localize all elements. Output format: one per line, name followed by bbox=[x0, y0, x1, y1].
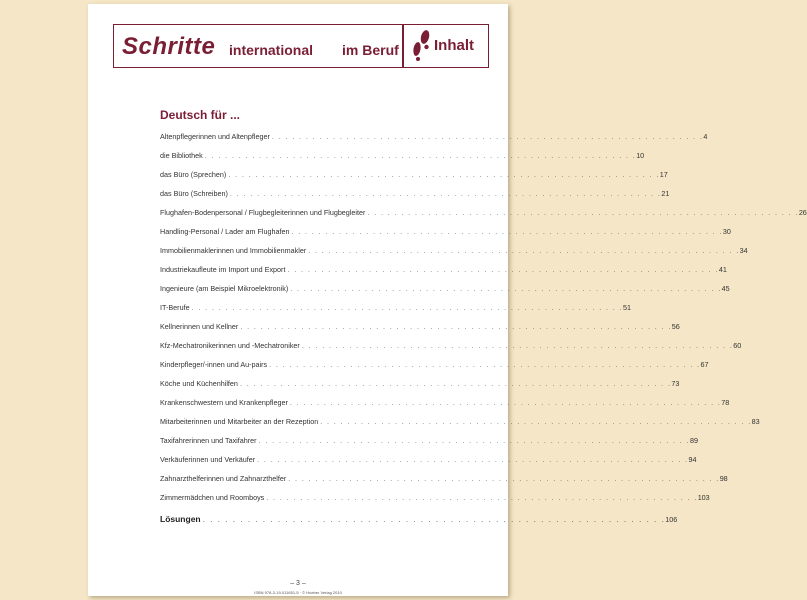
toc-page-number: 4 bbox=[703, 132, 708, 141]
toc-entry-title: das Büro (Sprechen) bbox=[160, 170, 227, 179]
toc-leader: . . . . . . . . . . . . . . . . . . . . . . . . . . . . . . . . . . . . . . . . . . . . . . . . . . . . . . . . . . . . . . . . bbox=[271, 132, 704, 141]
toc-page-number: 94 bbox=[688, 455, 697, 464]
table-of-contents bbox=[160, 132, 807, 512]
toc-entry-title: Handling-Personal / Lader am Flughafen bbox=[160, 227, 290, 236]
toc-leader: . . . . . . . . . . . . . . . . . . . . . . . . . . . . . . . . . . . . . . . . . . . . . . . . . . . . . . . . . . . . . . . . bbox=[229, 189, 662, 198]
toc-row[interactable] bbox=[160, 303, 631, 322]
brand-title: Schritte bbox=[122, 33, 216, 60]
toc-entry-title: die Bibliothek bbox=[160, 151, 203, 160]
toc-row[interactable] bbox=[160, 246, 748, 265]
brand-subtitle-2: im Beruf bbox=[342, 42, 399, 58]
toc-leader: . . . . . . . . . . . . . . . . . . . . . . . . . . . . . . . . . . . . . . . . . . . . . . . . . . . . . . . . . . . . . . . . bbox=[257, 455, 689, 464]
toc-row[interactable] bbox=[160, 379, 680, 398]
toc-leader: . . . . . . . . . . . . . . . . . . . . . . . . . . . . . . . . . . . . . . . . . . . . . . . . . . . . . . . . . . . . . . . . bbox=[308, 246, 740, 255]
toc-entry-title: Krankenschwestern und Krankenpfleger bbox=[160, 398, 288, 407]
toc-entry-title: Zahnarzthelferinnen und Zahnarzthelfer bbox=[160, 474, 287, 483]
toc-row[interactable] bbox=[160, 398, 730, 417]
isbn-line: ISBN 978-3-19-011651-5 · © Hueber Verlag 2010 bbox=[254, 590, 342, 595]
toc-page-number: 73 bbox=[671, 379, 680, 388]
toc-page-number: 78 bbox=[721, 398, 730, 407]
toc-entry-title: Altenpflegerinnen und Altenpfleger bbox=[160, 132, 270, 141]
toc-entry-title: Kinderpfleger/-innen und Au-pairs bbox=[160, 360, 268, 369]
section-label: Inhalt bbox=[434, 37, 474, 54]
toc-page-number: 21 bbox=[661, 189, 670, 198]
toc-row[interactable] bbox=[160, 436, 698, 455]
toc-leader: . . . . . . . . . . . . . . . . . . . . . . . . . . . . . . . . . . . . . . . . . . . . . . . . . . . . . . . . . . . . . . . . bbox=[228, 170, 660, 179]
toc-row[interactable] bbox=[160, 417, 760, 436]
toc-heading: Deutsch für ... bbox=[160, 108, 241, 122]
toc-row[interactable] bbox=[160, 474, 728, 493]
toc-row-solutions[interactable] bbox=[160, 514, 678, 524]
toc-row[interactable] bbox=[160, 322, 680, 341]
toc-page-number: 60 bbox=[733, 341, 742, 350]
header-box bbox=[113, 24, 489, 68]
toc-entry-title: Kfz-Mechatronikerinnen und -Mechatroniker bbox=[160, 341, 300, 350]
toc-row[interactable] bbox=[160, 360, 709, 379]
toc-leader: . . . . . . . . . . . . . . . . . . . . . . . . . . . . . . . . . . . . . . . . . . . . . . . . . . . . . . . . . . . . . . . . bbox=[301, 341, 734, 350]
toc-entry-title: Immobilienmaklerinnen und Immobilienmakler bbox=[160, 246, 307, 255]
toc-entry-title: Lösungen bbox=[160, 514, 201, 524]
toc-page-number: 89 bbox=[689, 436, 698, 445]
toc-row[interactable] bbox=[160, 265, 727, 284]
toc-row[interactable] bbox=[160, 132, 708, 151]
toc-entry-title: Taxifahrerinnen und Taxifahrer bbox=[160, 436, 257, 445]
toc-row[interactable] bbox=[160, 455, 697, 474]
toc-page-number: 83 bbox=[751, 417, 760, 426]
brand-subtitle: international bbox=[229, 42, 314, 58]
toc-page-number: 67 bbox=[700, 360, 709, 369]
toc-leader: . . . . . . . . . . . . . . . . . . . . . . . . . . . . . . . . . . . . . . . . . . . . . . . . . . . . . . . . . . . . . . . . bbox=[191, 303, 623, 312]
toc-leader: . . . . . . . . . . . . . . . . . . . . . . . . . . . . . . . . . . . . . . . . . . . . . . . . . . . . . . . . . . . . . . . . bbox=[367, 208, 799, 217]
toc-row[interactable] bbox=[160, 341, 742, 360]
toc-leader: . . . . . . . . . . . . . . . . . . . . . . . . . . . . . . . . . . . . . . . . . . . . . . . . . . . . . . . . . . . . . . . . bbox=[289, 398, 722, 407]
toc-entry-title: Industriekaufleute im Import und Export bbox=[160, 265, 286, 274]
page-number: – 3 – bbox=[290, 580, 306, 587]
toc-leader: . . . . . . . . . . . . . . . . . . . . . . . . . . . . . . . . . . . . . . . . . . . . . . . . . . . . . . . . . . . . . . . . bbox=[287, 265, 719, 274]
toc-page-number: 34 bbox=[739, 246, 748, 255]
toc-page-number: 26 bbox=[798, 208, 807, 217]
toc-page-number: 56 bbox=[671, 322, 680, 331]
toc-page-number: 51 bbox=[622, 303, 631, 312]
toc-leader: . . . . . . . . . . . . . . . . . . . . . . . . . . . . . . . . . . . . . . . . . . . . . . . . . . . . . . . . . . . . . . . . bbox=[320, 417, 752, 426]
footprints-icon bbox=[410, 29, 432, 63]
toc-page-number: 45 bbox=[721, 284, 730, 293]
toc-row[interactable] bbox=[160, 284, 730, 303]
toc-row[interactable] bbox=[160, 493, 710, 512]
toc-leader: . . . . . . . . . . . . . . . . . . . . . . . . . . . . . . . . . . . . . . . . . . . . . . . . . . . . . . . . . . . . . . . . bbox=[266, 493, 698, 502]
toc-row[interactable] bbox=[160, 208, 807, 227]
toc-entry-title: Kellnerinnen und Kellner bbox=[160, 322, 239, 331]
toc-leader: . . . . . . . . . . . . . . . . . . . . . . . . . . . . . . . . . . . . . . . . . . . . . . . . . . . . . . . . . . . . . . . . bbox=[239, 379, 672, 388]
toc-leader: . . . . . . . . . . . . . . . . . . . . . . . . . . . . . . . . . . . . . . . . . . . . . . . . . . . . . . . . . . . . . . . . bbox=[240, 322, 672, 331]
toc-leader: . . . . . . . . . . . . . . . . . . . . . . . . . . . . . . . . . . . . . . . . . . . . . . . . . . . . . . . . . . . . . . . . bbox=[288, 474, 720, 483]
toc-entry-title: das Büro (Schreiben) bbox=[160, 189, 228, 198]
toc-leader: . . . . . . . . . . . . . . . . . . . . . . . . . . . . . . . . . . . . . . . . . . . . . . . . . . . . . . . . . . . . . . . . bbox=[204, 151, 637, 160]
header-divider bbox=[402, 24, 404, 68]
toc-entry-title: Köche und Küchenhilfen bbox=[160, 379, 238, 388]
toc-entry-title: IT-Berufe bbox=[160, 303, 190, 312]
toc-entry-title: Ingenieure (am Beispiel Mikroelektronik) bbox=[160, 284, 289, 293]
toc-entry-title: Verkäuferinnen und Verkäufer bbox=[160, 455, 256, 464]
toc-entry-title: Mitarbeiterinnen und Mitarbeiter an der Rezeption bbox=[160, 417, 319, 426]
toc-leader: . . . . . . . . . . . . . . . . . . . . . . . . . . . . . . . . . . . . . . . . . . . . . . . . . . . . . . . . . . . . . . . . bbox=[269, 360, 701, 369]
toc-row[interactable] bbox=[160, 151, 645, 170]
toc-page-number: 98 bbox=[719, 474, 728, 483]
toc-page-number: 106 bbox=[665, 515, 678, 524]
toc-leader: . . . . . . . . . . . . . . . . . . . . . . . . . . . . . . . . . . . . . . . . . . . . . . . . . . . . . . . . . . . . . . bbox=[202, 514, 666, 524]
toc-page-number: 41 bbox=[718, 265, 727, 274]
toc-entry-title: Flughafen-Bodenpersonal / Flugbegleiterinnen und Flugbegleiter bbox=[160, 208, 366, 217]
document-page bbox=[88, 4, 807, 596]
toc-entry-title: Zimmermädchen und Roomboys bbox=[160, 493, 265, 502]
toc-page-number: 30 bbox=[722, 227, 731, 236]
toc-row[interactable] bbox=[160, 189, 670, 208]
toc-leader: . . . . . . . . . . . . . . . . . . . . . . . . . . . . . . . . . . . . . . . . . . . . . . . . . . . . . . . . . . . . . . . . bbox=[258, 436, 690, 445]
toc-page-number: 103 bbox=[697, 493, 710, 502]
toc-row[interactable] bbox=[160, 227, 731, 246]
toc-page-number: 17 bbox=[659, 170, 668, 179]
toc-leader: . . . . . . . . . . . . . . . . . . . . . . . . . . . . . . . . . . . . . . . . . . . . . . . . . . . . . . . . . . . . . . . . bbox=[291, 227, 723, 236]
toc-row[interactable] bbox=[160, 170, 668, 189]
toc-page-number: 10 bbox=[636, 151, 645, 160]
toc-leader: . . . . . . . . . . . . . . . . . . . . . . . . . . . . . . . . . . . . . . . . . . . . . . . . . . . . . . . . . . . . . . . . bbox=[290, 284, 722, 293]
